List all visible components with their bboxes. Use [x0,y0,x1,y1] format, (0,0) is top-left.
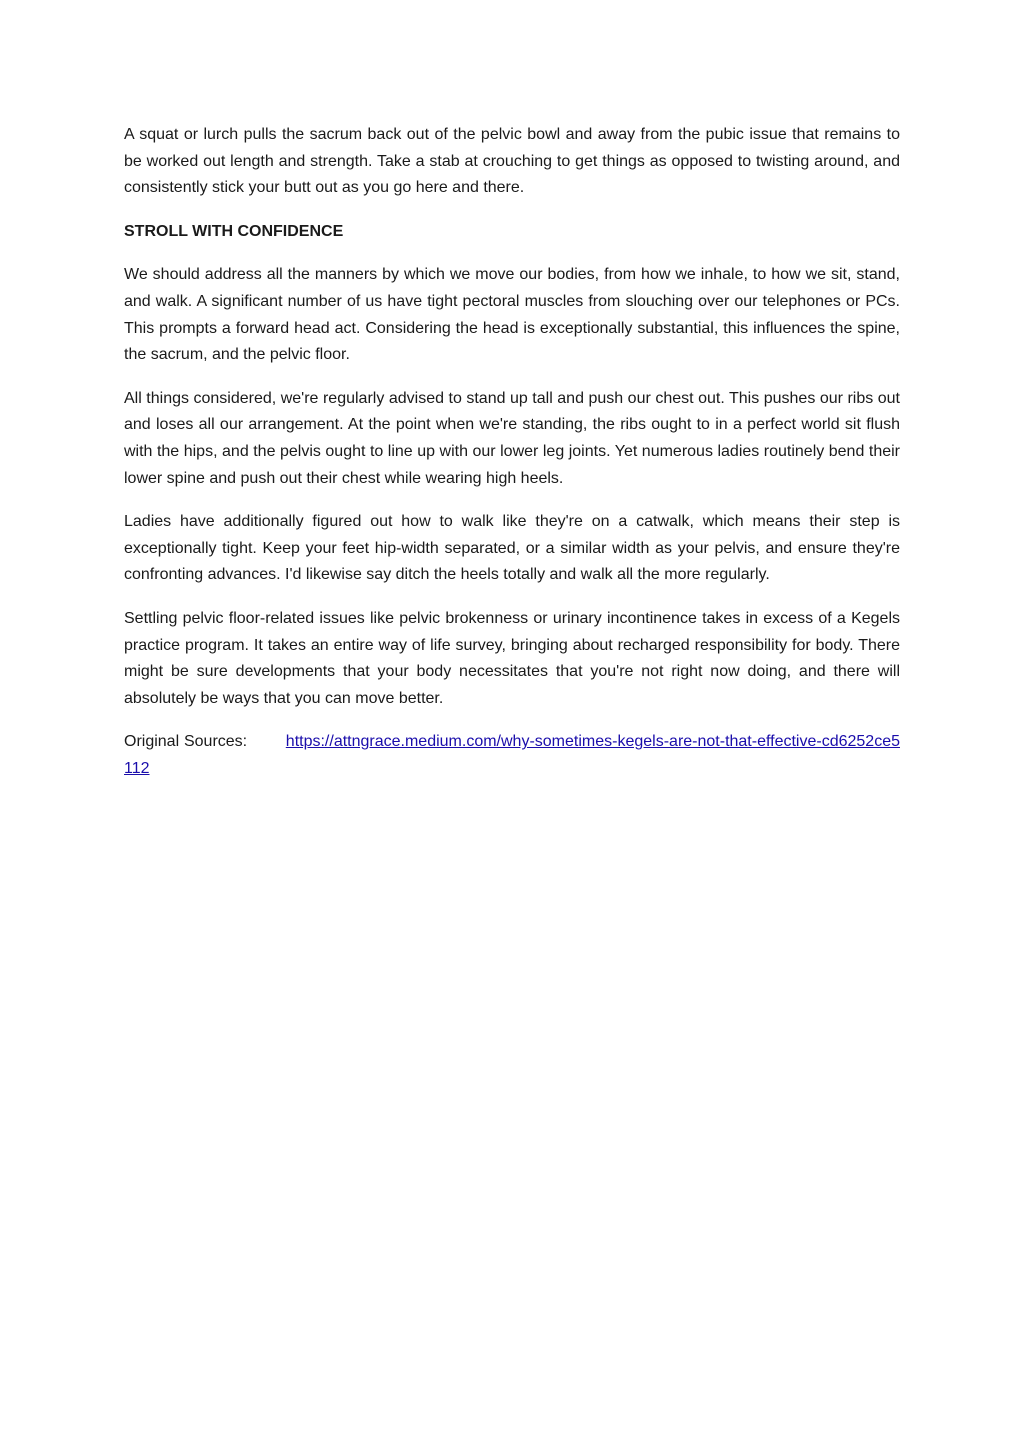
sources-label: Original Sources: [124,733,248,751]
sources-link[interactable]: https://attngrace.medium.com/why-sometimes-kegels-are-not-that-effective-cd6252ce5112 [124,733,900,777]
paragraph: A squat or lurch pulls the sacrum back out of the pelvic bowl and away from the pubic issue that remains to be worked out length and strength. Take a stab at crouching to get things as opposed to twisting around, and consistently stick your butt out as you go here and there. [124,126,900,197]
document-page [124,122,900,782]
paragraph: All things considered, we're regularly advised to stand up tall and push our chest out. This pushes our ribs out and loses all our arrangement. At the point when we're standing, the ribs ought to in a perfect world sit flush with the hips, and the pelvis ought to line up with our lower leg joints. Yet numerous ladies routinely bend their lower spine and push out their chest while wearing high heels. [124,389,900,487]
paragraph: We should address all the manners by which we move our bodies, from how we inhale, to how we sit, stand, and walk. A significant number of us have tight pectoral muscles from slouching over our telephones or PCs. This prompts a forward head act. Considering the head is exceptionally substantial, this influences the spine, the sacrum, and the pelvic floor. [124,266,900,364]
original-sources [124,729,900,782]
section-heading: STROLL WITH CONFIDENCE [124,222,344,240]
paragraph: Settling pelvic floor-related issues like pelvic brokenness or urinary incontinence takes in excess of a Kegels practice program. It takes an entire way of life survey, bringing about recharged responsibility for body. There might be sure developments that your body necessitates that you're not right now doing, and there will absolutely be ways that you can move better. [124,609,900,707]
paragraph: Ladies have additionally figured out how to walk like they're on a catwalk, which means their step is exceptionally tight. Keep your feet hip-width separated, or a similar width as your pelvis, and ensure they're confronting advances. I'd likewise say ditch the heels totally and walk all the more regularly. [124,513,900,584]
